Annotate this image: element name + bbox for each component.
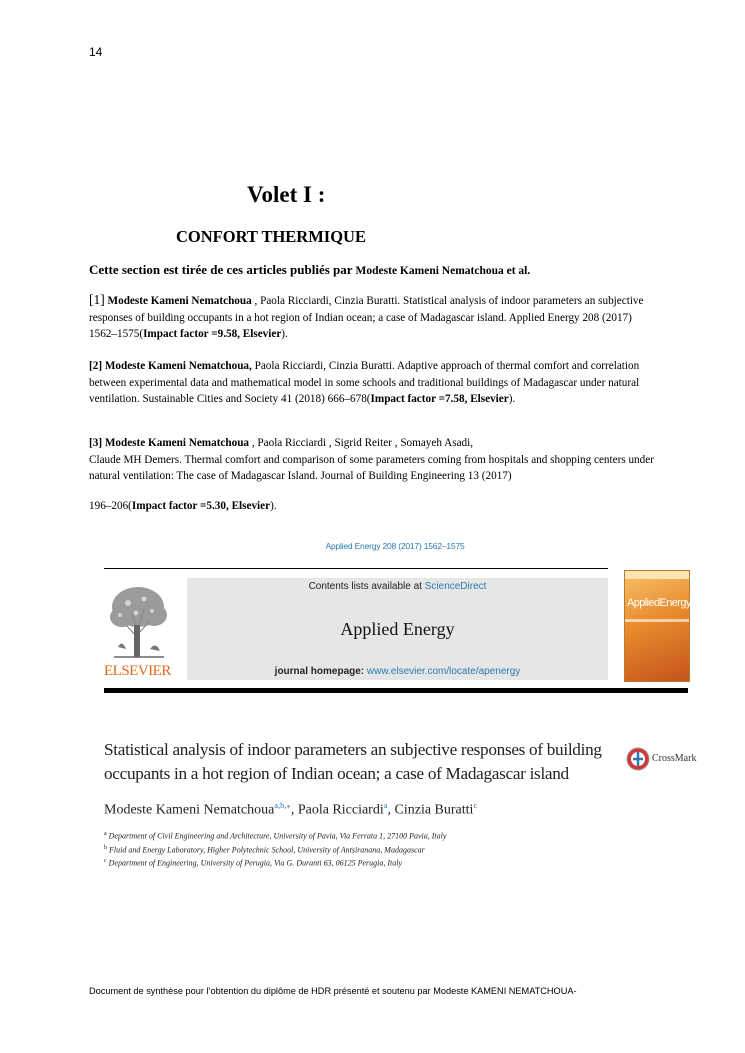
intro-authors: Modeste Kameni Nematchoua et al. bbox=[355, 265, 531, 277]
affiliation bbox=[104, 858, 402, 868]
article-title: Statistical analysis of indoor parameters an subjective responses of building occupants in a hot region of Indian ocean; a case of Madagascar island bbox=[104, 740, 602, 783]
reference-body: , Paola Ricciardi, Cinzia Buratti. Statistical analysis of indoor parameters an subjective responses of building occupants in a hot region of Indian ocean; a case of Madagascar island. Applied Energy 208 (2017) 1562–1575( bbox=[89, 295, 644, 340]
reference-number: [3] bbox=[89, 437, 103, 449]
author-name: Paola Ricciardi bbox=[297, 802, 384, 818]
reference-3-pages bbox=[89, 498, 657, 515]
journal-homepage bbox=[187, 666, 608, 677]
article-citation: Applied Energy 208 (2017) 1562–1575 bbox=[325, 541, 465, 551]
page-number: 14 bbox=[89, 45, 103, 59]
intro-text: Cette section est tirée de ces articles publiés par bbox=[89, 262, 356, 277]
affiliation-mark: c bbox=[104, 858, 107, 864]
reference-impact: Impact factor =7.58, Elsevier bbox=[370, 393, 509, 405]
article-authors: Modeste Kameni Nematchoua$^{a,b,⁎}$, Paola Ricciardi$^a$, Cinzia Buratti$^c$ bbox=[104, 800, 478, 818]
affiliation bbox=[104, 831, 446, 841]
reference-lead-author: Modeste Kameni Nematchoua, bbox=[104, 360, 252, 372]
volet-title: Volet I : bbox=[247, 182, 326, 207]
journal-name: Applied Energy bbox=[340, 619, 455, 639]
reference-body: Paola Ricciardi, Cinzia Buratti. Adaptive approach of thermal comfort and correlation between experimental data and mathematical model in some schools and traditional buildings of Madagascar under natural ventilation. Sustainable Cities and Society 41 (2018) 666–678( bbox=[89, 360, 640, 405]
author-name: Cinzia Buratti bbox=[394, 802, 474, 818]
reference-number: [1] bbox=[89, 292, 105, 307]
affiliation bbox=[104, 845, 425, 855]
homepage-label: journal homepage: bbox=[274, 666, 367, 677]
author-name: Modeste Kameni Nematchoua bbox=[104, 802, 275, 818]
affiliation-mark: b bbox=[104, 845, 107, 851]
author-affiliation-mark: c bbox=[473, 800, 478, 810]
reference-end: ). bbox=[281, 328, 288, 340]
page-footer: Document de synthèse pour l’obtention du diplôme de HDR présenté et soutenu par Modeste KAMENI NEMATCHOUA- bbox=[89, 986, 577, 996]
section-title: CONFORT THERMIQUE bbox=[176, 227, 366, 246]
cover-stripe bbox=[625, 619, 689, 622]
affiliation-text: Department of Engineering, University of Perugia, Via G. Duranti 63, 06125 Perugia, Italy bbox=[108, 858, 403, 868]
homepage-url[interactable]: www.elsevier.com/locate/apenergy bbox=[366, 666, 521, 677]
crossmark-label: CrossMark bbox=[652, 753, 697, 764]
cover-title: AppliedEnergy bbox=[627, 597, 691, 609]
reference-number: [2] bbox=[89, 360, 103, 372]
reference-end: ). bbox=[270, 500, 277, 512]
contents-line bbox=[187, 581, 608, 592]
intro-line bbox=[89, 262, 530, 278]
reference-impact: Impact factor =9.58, Elsevier bbox=[143, 328, 282, 340]
cover-band bbox=[625, 571, 689, 579]
reference-body: Claude MH Demers. Thermal comfort and comparison of some parameters coming from hospitals and shopping centers under natural ventilation: The case of Madagascar Island. Journal of Building Engineering 13 (2017) bbox=[89, 453, 654, 482]
reference-2 bbox=[89, 358, 657, 408]
affiliation-text: Department of Civil Engineering and Architecture, University of Pavia, Via Ferrata 1, 27100 Pavia, Italy bbox=[108, 831, 447, 841]
sciencedirect-link[interactable]: ScienceDirect bbox=[424, 581, 487, 592]
crossmark-icon bbox=[625, 742, 651, 776]
journal-cover bbox=[624, 570, 690, 682]
affiliation-text: Fluid and Energy Laboratory, Higher Polytechnic School, University of Antsiranana, Madagascar bbox=[109, 845, 425, 855]
crossmark-badge[interactable] bbox=[625, 742, 695, 776]
elsevier-wordmark: ELSEVIER bbox=[104, 663, 171, 679]
reference-lead-author: Modeste Kameni Nematchoua bbox=[104, 437, 250, 449]
reference-1 bbox=[89, 292, 657, 343]
affiliation-mark: a bbox=[104, 831, 107, 837]
reference-pages: 196–206( bbox=[89, 500, 132, 512]
reference-impact: Impact factor =5.30, Elsevier bbox=[131, 500, 271, 512]
author-affiliation-mark: a bbox=[383, 800, 388, 810]
divider bbox=[104, 568, 608, 569]
elsevier-logo bbox=[104, 577, 174, 681]
reference-line1-rest: , Paola Ricciardi , Sigrid Reiter , Somayeh Asadi, bbox=[249, 437, 474, 449]
contents-text: Contents lists available at bbox=[308, 581, 425, 592]
reference-end: ). bbox=[508, 393, 516, 405]
thick-divider bbox=[104, 688, 688, 693]
reference-3 bbox=[89, 435, 657, 485]
author-affiliation-mark: a,b,⁎ bbox=[274, 800, 291, 810]
reference-lead-author: Modeste Kameni Nematchoua bbox=[107, 295, 252, 307]
